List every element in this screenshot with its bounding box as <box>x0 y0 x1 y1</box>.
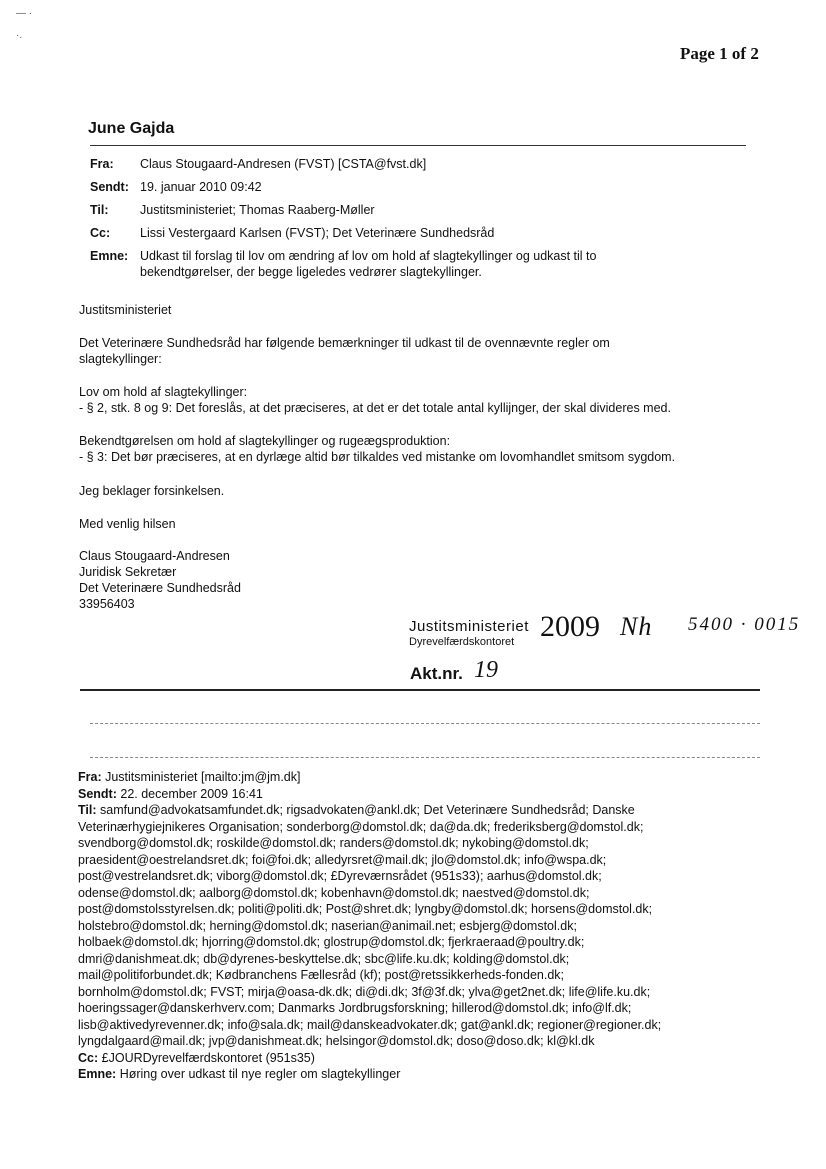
fwd-to-line: lyngdalgaard@mail.dk; jvp@danishmeat.dk; helsingor@domstol.dk; doso@doso.dk; kl@kl.dk <box>78 1034 595 1048</box>
fwd-to-label: Til: <box>78 803 97 817</box>
intro-line-2: slagtekyllinger: <box>79 352 162 366</box>
signature-phone: 33956403 <box>79 597 135 611</box>
stamp-ministry: Justitsministeriet <box>409 618 529 635</box>
fwd-to-line: hoeringssager@danskerhverv.com; Danmarks Jordbrugsforskning; hillerod@domstol.dk; info@lf.dk; <box>78 1001 632 1015</box>
closing: Med venlig hilsen <box>79 517 176 531</box>
subject-label: Emne: <box>90 249 129 263</box>
fwd-to-row <box>78 802 758 819</box>
fwd-cc-label: Cc: <box>78 1050 99 1065</box>
subject-line-2: bekendtgørelser, der begge ligeledes vedrører slagtekyllinger. <box>140 265 482 279</box>
fwd-to-line: svendborg@domstol.dk; roskilde@domstol.dk; randers@domstol.dk; nykobing@domstol.dk; <box>78 836 589 850</box>
signature-org: Det Veterinære Sundhedsråd <box>79 581 241 595</box>
signature-name: Claus Stougaard-Andresen <box>79 549 230 563</box>
fwd-cc-row <box>78 1050 758 1067</box>
sent-label: Sendt: <box>90 180 129 194</box>
intro-line-1: Det Veterinære Sundhedsråd har følgende bemærkninger til udkast til de ovennævnte regler om <box>79 336 610 350</box>
fwd-to-line: bornholm@domstol.dk; FVST; mirja@oasa-dk.dk; di@di.dk; 3f@3f.dk; ylva@get2net.dk; life@life.ku.dk; <box>78 984 651 999</box>
cc-value: Lissi Vestergaard Karlsen (FVST); Det Veterinære Sundhedsråd <box>140 226 495 240</box>
fwd-cc-value: £JOURDyrevelfærdskontoret (951s35) <box>101 1050 315 1065</box>
fwd-from-label: Fra: <box>78 770 102 784</box>
fwd-to-line: post@vestrelandsret.dk; viborg@domstol.dk; £Dyreværnsrådet (951s33); aarhus@domstol.dk; <box>78 869 602 883</box>
from-value: Claus Stougaard-Andresen (FVST) [CSTA@fvst.dk] <box>140 157 427 171</box>
subject-line-1: Udkast til forslag til lov om ændring af lov om hold af slagtekyllinger og udkast til to <box>140 249 597 263</box>
sent-value: 19. januar 2010 09:42 <box>140 180 262 194</box>
fwd-subject-row <box>78 1066 758 1083</box>
signature-title: Juridisk Sekretær <box>79 565 177 579</box>
fwd-from-row <box>78 769 758 786</box>
forward-divider-2 <box>90 757 760 758</box>
fwd-to-line: Veterinærhygiejnikeres Organisation; sonderborg@domstol.dk; da@da.dk; frederiksberg@domstol.dk; <box>78 819 644 834</box>
signature <box>79 548 779 612</box>
page-number: Page 1 of 2 <box>680 44 759 63</box>
fwd-from-value: Justitsministeriet [mailto:jm@jm.dk] <box>105 770 301 784</box>
fwd-to-line: holstebro@domstol.dk; herning@domstol.dk; naserian@animail.net; esbjerg@domstol.dk; <box>78 918 577 933</box>
fwd-to-line: samfund@advokatsamfundet.dk; rigsadvokaten@ankl.dk; Det Veterinære Sundhedsråd; Danske <box>100 803 635 817</box>
decree-section <box>79 433 779 465</box>
sender-name: June Gajda <box>88 120 175 137</box>
fwd-subject-value: Høring over udkast til nye regler om slagtekyllinger <box>119 1067 401 1081</box>
law-section <box>79 384 779 416</box>
forwarded-header <box>78 769 758 1083</box>
forward-divider-1 <box>90 723 760 724</box>
stamp-handwritten-code: Nh <box>620 612 653 641</box>
fwd-to-line: praesident@oestrelandsret.dk; foi@foi.dk; alledyrsret@mail.dk; jlo@domstol.dk; info@wspa.dk; <box>78 852 607 867</box>
to-label: Til: <box>90 203 109 217</box>
subject-value <box>140 248 760 280</box>
to-value: Justitsministeriet; Thomas Raaberg-Møller <box>140 203 375 217</box>
stamp-akt-label: Akt.nr. <box>410 664 463 683</box>
from-label: Fra: <box>90 157 114 171</box>
stamp-office: Dyrevelfærdskontoret <box>409 636 515 648</box>
stamp-handwritten-number: 5400 · 0015 <box>688 614 801 635</box>
cc-label: Cc: <box>90 226 111 240</box>
fwd-to-line: mail@politiforbundet.dk; Kødbranchens Fællesråd (kf); post@retssikkerheds-fonden.dk; <box>78 968 565 982</box>
decree-heading: Bekendtgørelsen om hold af slagtekyllinger og rugeægsproduktion: <box>79 434 451 448</box>
fwd-sent-value: 22. december 2009 16:41 <box>120 786 263 801</box>
addressee: Justitsministeriet <box>79 303 172 317</box>
stamp-divider <box>80 689 760 691</box>
fwd-sent-row <box>78 786 758 803</box>
stamp-handwritten-year: 2009 <box>540 610 600 643</box>
law-heading: Lov om hold af slagtekyllinger: <box>79 385 248 399</box>
fwd-to-line: dmri@danishmeat.dk; db@dyrenes-beskyttelse.dk; sbc@life.ku.dk; kolding@domstol.dk; <box>78 951 570 966</box>
fwd-to-line: lisb@aktivedyrevenner.dk; info@sala.dk; mail@danskeadvokater.dk; gat@ankl.dk; regioner@regioner.dk; <box>78 1017 662 1032</box>
law-point: - § 2, stk. 8 og 9: Det foreslås, at det præciseres, at det er det totale antal kyllijnger, der skal divideres med. <box>79 401 671 415</box>
fwd-sent-label: Sendt: <box>78 786 117 801</box>
stamp-akt-number: 19 <box>474 657 498 683</box>
fwd-to-line: post@domstolsstyrelsen.dk; politi@politi.dk; Post@shret.dk; lyngby@domstol.dk; horsens@domstol.dk; <box>78 902 653 916</box>
header-divider <box>90 145 746 146</box>
decree-point: - § 3: Det bør præciseres, at en dyrlæge altid bør tilkaldes ved mistanke om lovomhandlet smitsom sygdom. <box>79 450 676 464</box>
intro-paragraph <box>79 335 779 367</box>
fwd-to-line: odense@domstol.dk; aalborg@domstol.dk; kobenhavn@domstol.dk; naestved@domstol.dk; <box>78 885 590 900</box>
apology: Jeg beklager forsinkelsen. <box>79 484 225 498</box>
fwd-to-line: holbaek@domstol.dk; hjorring@domstol.dk; glostrup@domstol.dk; fjerkraeraad@poultry.dk; <box>78 935 585 949</box>
fwd-subject-label: Emne: <box>78 1067 117 1081</box>
scan-marks: — · ·. <box>16 8 33 41</box>
